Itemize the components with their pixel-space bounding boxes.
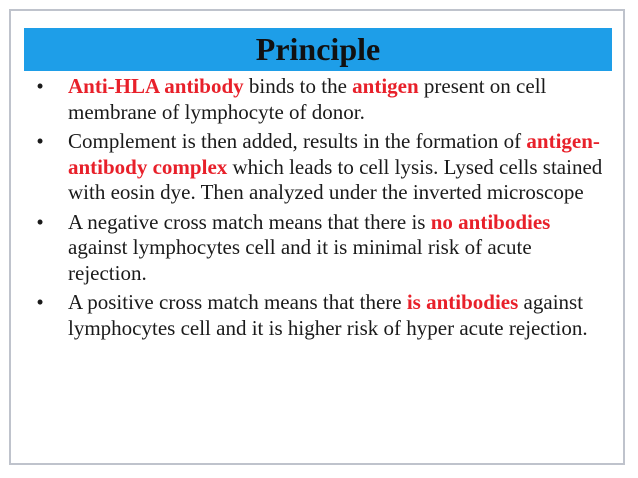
bullet-list xyxy=(24,74,614,341)
bullet-dot-icon: • xyxy=(36,209,44,234)
bullet-text: against lymphocytes cell and it is minimal risk of acute rejection. xyxy=(68,235,532,285)
bullet-text-highlight: no antibodies xyxy=(430,209,551,234)
bullet-text-highlight: Anti-HLA antibody xyxy=(68,74,244,98)
slide-title: Principle xyxy=(255,31,381,67)
bullet-item xyxy=(24,129,614,206)
bullet-text: present on cell membrane of lymphocyte of donor. xyxy=(68,74,547,124)
bullet-text: A positive cross match means that there xyxy=(68,290,407,314)
bullet-text-highlight: antigen xyxy=(352,74,419,98)
bullet-text: against lymphocytes cell and it is higher risk of hyper acute rejection. xyxy=(68,290,588,340)
slide-content xyxy=(24,74,614,345)
bullet-item xyxy=(24,290,614,341)
title-bar xyxy=(24,28,612,71)
bullet-item xyxy=(24,210,614,287)
bullet-item xyxy=(24,74,614,125)
bullet-text: which leads to cell lysis. Lysed cells stained with eosin dye. Then analyzed under the inverted microscope xyxy=(68,154,603,204)
bullet-dot-icon: • xyxy=(36,129,44,153)
bullet-dot-icon: • xyxy=(36,290,44,314)
bullet-dot-icon: • xyxy=(36,74,44,98)
bullet-text: A negative cross match means that there is xyxy=(68,209,431,234)
bullet-text: Complement is then added, results in the formation of xyxy=(68,129,527,153)
bullet-text: binds to the xyxy=(243,74,353,98)
bullet-text-highlight: is antibodies xyxy=(406,290,519,314)
bullet-text-highlight: antigen-antibody complex xyxy=(68,129,600,179)
